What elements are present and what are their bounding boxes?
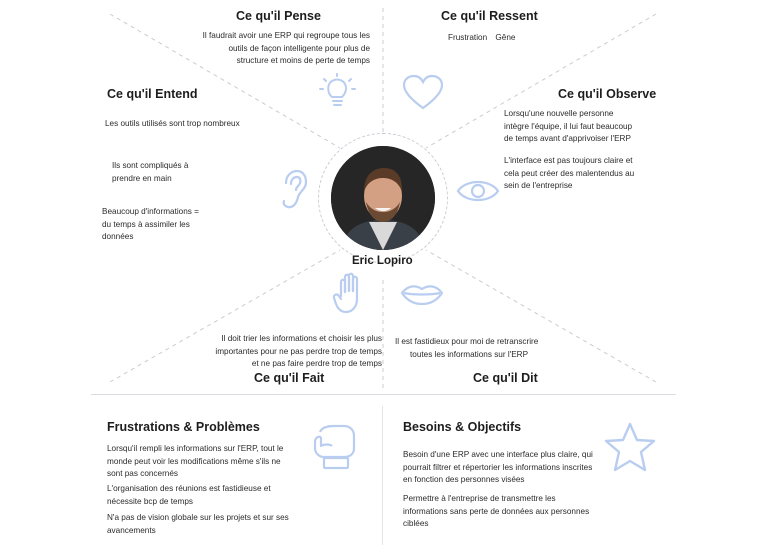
besoins-line: informations sans perte de données aux personnes [403, 506, 590, 516]
frustrations-item [107, 443, 283, 481]
observe-line: cela peut créer des malentendus au [504, 168, 635, 178]
entend-line: Ils sont compliqués à [112, 161, 189, 170]
observe-line: sein de l'entreprise [504, 181, 573, 191]
besoins-line: Permettre à l'entreprise de transmettre les [403, 494, 556, 503]
persona-name: Eric Lopiro [352, 255, 413, 267]
frustrations-line: Lorsqu'il rempli les informations sur l'ERP, tout le [107, 444, 284, 453]
dit-line: toutes les informations sur l'ERP [410, 349, 529, 359]
pense-line: structure et moins de perte de temps [236, 56, 370, 66]
entend-note [105, 118, 240, 131]
lips-icon [400, 283, 444, 305]
lightbulb-icon [318, 72, 358, 112]
avatar-illustration [331, 146, 435, 250]
frustrations-line: L'organisation des réunions est fastidieuse et [107, 484, 271, 493]
fait-line: importantes pour ne pas perdre trop de temps [215, 346, 382, 356]
observe-line: de temps avant d'apprivoiser l'ERP [504, 134, 631, 144]
column-divider [382, 406, 383, 545]
ressent-title: Ce qu'il Ressent [441, 9, 538, 23]
pense-line: outils de façon intelligente pour plus de [228, 43, 370, 53]
besoins-item [403, 449, 593, 487]
dit-text [395, 336, 538, 361]
heart-icon [401, 74, 445, 112]
hand-icon [332, 272, 370, 314]
besoins-line: ciblées [403, 519, 429, 529]
entend-title: Ce qu'il Entend [107, 87, 198, 101]
avatar [331, 146, 435, 250]
ressent-tag: Gêne [495, 33, 516, 42]
frustrations-item [107, 512, 289, 537]
observe-note [504, 155, 634, 193]
section-divider [91, 394, 676, 395]
fait-line: et ne pas faire perdre trop de temps [251, 359, 382, 369]
observe-line: L'interface est pas toujours claire et [504, 156, 633, 165]
besoins-line: en fonction des personnes visées [403, 475, 525, 485]
pense-title: Ce qu'il Pense [236, 9, 321, 23]
star-icon [602, 421, 658, 475]
frustrations-line: monde peut voir les modifications même s'ils ne [107, 456, 281, 466]
besoins-line: Besoin d'une ERP avec une interface plus claire, qui [403, 450, 593, 459]
ressent-tag: Frustration [448, 33, 488, 42]
entend-line: données [102, 232, 134, 242]
besoins-line: pourrait filtrer et répertorier les informations inscrites [403, 462, 593, 472]
entend-line: Beaucoup d'informations = [102, 207, 199, 216]
ear-icon [278, 169, 308, 211]
entend-line: du temps à assimiler les [102, 219, 190, 229]
boxing-glove-icon [312, 424, 356, 470]
entend-line: prendre en main [112, 173, 172, 183]
besoins-title: Besoins & Objectifs [403, 420, 522, 434]
frustrations-line: N'a pas de vision globale sur les projets et sur ses [107, 513, 289, 522]
dit-title: Ce qu'il Dit [473, 371, 538, 385]
entend-note [112, 160, 188, 185]
pense-text [190, 30, 370, 68]
fait-title: Ce qu'il Fait [254, 371, 325, 385]
ressent-tags [448, 32, 515, 45]
besoins-item [403, 493, 589, 531]
frustrations-line: nécessite bcp de temps [107, 496, 194, 506]
frustrations-line: sont pas concernés [107, 469, 179, 479]
observe-line: Lorsqu'une nouvelle personne [504, 109, 614, 118]
fait-text [188, 333, 382, 371]
frustrations-line: avancements [107, 525, 156, 535]
dit-line: Il est fastidieux pour moi de retranscrire [395, 337, 539, 346]
pense-line: Il faudrait avoir une ERP qui regroupe tous les [202, 31, 370, 40]
fait-line: Il doit trier les informations et choisir les plus [221, 334, 382, 343]
observe-line: intègre l'équipe, il lui faut beaucoup [504, 121, 633, 131]
observe-title: Ce qu'il Observe [558, 87, 657, 101]
eye-icon [456, 176, 500, 206]
entend-note [102, 206, 199, 244]
entend-line: Les outils utilisés sont trop nombreux [105, 119, 240, 128]
frustrations-item [107, 483, 271, 508]
frustrations-title: Frustrations & Problèmes [107, 420, 260, 434]
observe-note [504, 108, 632, 146]
